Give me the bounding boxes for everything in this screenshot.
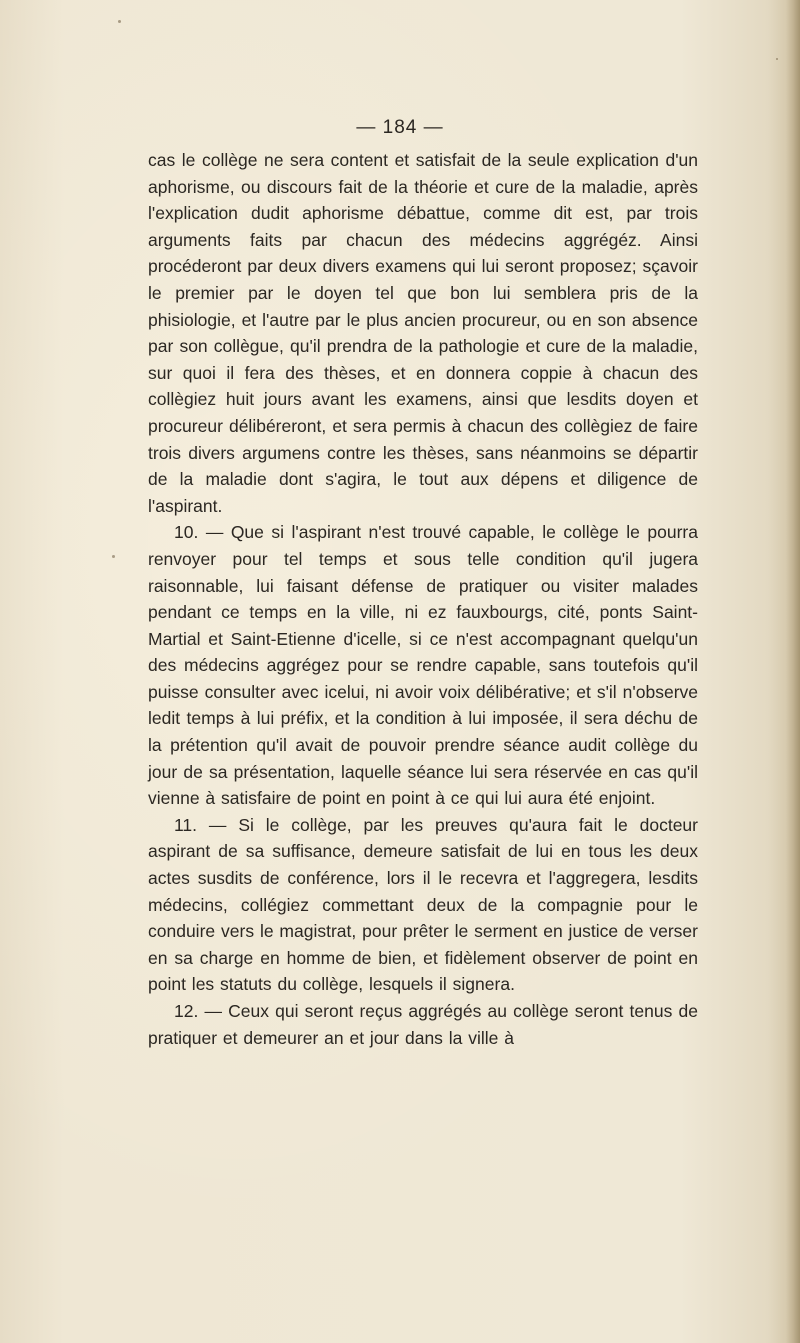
paragraph-continuation: cas le collège ne sera content et satisfait de la seule explication d'un aphorisme, ou discours fait de la théorie et cure de la maladie, après l'explication dudit aphorisme débattue, comme dit est, par trois arguments faits par chacun des médecins aggrégéz. Ainsi procéderont par deux divers examens qui lui seront proposez; sçavoir le premier par le doyen tel que bon lui semblera pris de la phisiologie, et l'autre par le plus ancien procureur, ou en son absence par son collègue, qu'il prendra de la pathologie et cure de la maladie, sur quoi il fera des thèses, et en donnera coppie à chacun des collègiez huit jours avant les examens, ainsi que lesdits doyen et procureur délibéreront, et sera permis à chacun des collègiez de faire trois divers argumens contre les thèses, sans néanmoins se départir de la maladie dont s'agira, le tout aux dépens et diligence de l'aspirant.	[148, 150, 698, 516]
paper-speck	[776, 58, 778, 60]
paragraph-article-11: 11. — Si le collège, par les preuves qu'aura fait le docteur aspirant de sa suffisance, demeure satisfait de lui en tous les deux actes susdits de conférence, lors il le recevra et l'aggregera, lesdits médecins, collégiez commettant deux de la compagnie pour le conduire vers le magistrat, pour prêter le serment en justice de verser en sa charge en homme de bien, et fidèlement observer de point en point les statuts du collège, lesquels il signera.	[148, 814, 698, 995]
paragraph-article-10: 10. — Que si l'aspirant n'est trouvé capable, le collège le pourra renvoyer pour tel temps et sous telle condition qu'il jugera raisonnable, lui faisant défense de pratiquer ou visiter malades pendant ce temps en la ville, ni ez fauxbourgs, cité, ponts Saint-Martial et Saint-Etienne d'icelle, si ce n'est accompagnant quelqu'un des médecins aggrégez pour se rendre capable, sans toutefois qu'il puisse consulter avec icelui, ni avoir voix délibérative; et s'il n'observe ledit temps à lui préfix, et la condition à lui imposée, il sera déchu de la prétention qu'il avait de pouvoir prendre séance audit collège du jour de sa présentation, laquelle séance lui sera réservée en cas qu'il vienne à satisfaire de point en point à ce qui lui aura été enjoint.	[148, 522, 698, 809]
paper-speck	[112, 555, 115, 558]
paragraph-article-12: 12. — Ceux qui seront reçus aggrégés au collège seront tenus de pratiquer et demeurer an et jour dans la ville à	[148, 1001, 698, 1048]
body-text	[148, 147, 698, 1051]
paper-speck	[118, 20, 121, 23]
page-edge-shadow	[786, 0, 800, 1343]
page-number: — 184 —	[356, 117, 444, 138]
